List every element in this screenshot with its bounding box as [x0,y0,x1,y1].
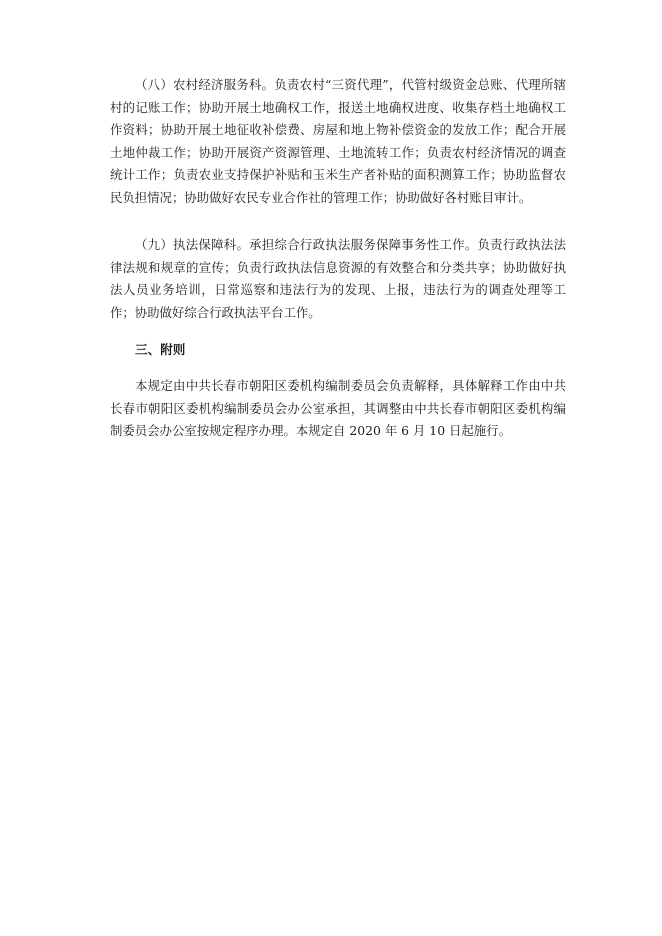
paragraph-rural-economy-service: （八）农村经济服务科。负责农村“三资代理”，代管村级资金总账、代理所辖村的记账工作；协助开展土地确权工作，报送土地确权进度、收集存档土地确权工作资料；协助开展土地征收补偿费、房屋和地上物补偿资金的发放工作；配合开展土地仲裁工作；协助开展资产资源管理、土地流转工作；负责农村经济情况的调查统计工作；负责农业支持保护补贴和玉米生产者补贴的面积测算工作；协助监督农民负担情况；协助做好农民专业合作社的管理工作；协助做好各村账目审计。 [110,77,566,205]
paragraph-law-enforcement-support: （九）执法保障科。承担综合行政执法服务保障事务性工作。负责行政执法法律法规和规章的宣传；负责行政执法信息资源的有效整合和分类共享；协助做好执法人员业务培训，日常巡察和违法行为的发现、上报，违法行为的调查处理等工作；协助做好综合行政执法平台工作。 [110,237,566,320]
paragraph-supplementary-provisions: 本规定由中共长春市朝阳区委机构编制委员会负责解释，具体解释工作由中共长春市朝阳区委机构编制委员会办公室承担，其调整由中共长春市朝阳区委机构编制委员会办公室按规定程序办理。本规定自 2020 年 6 月 10 日起施行。 [110,378,566,439]
section-heading-supplementary-provisions: 三、附则 [135,342,186,357]
